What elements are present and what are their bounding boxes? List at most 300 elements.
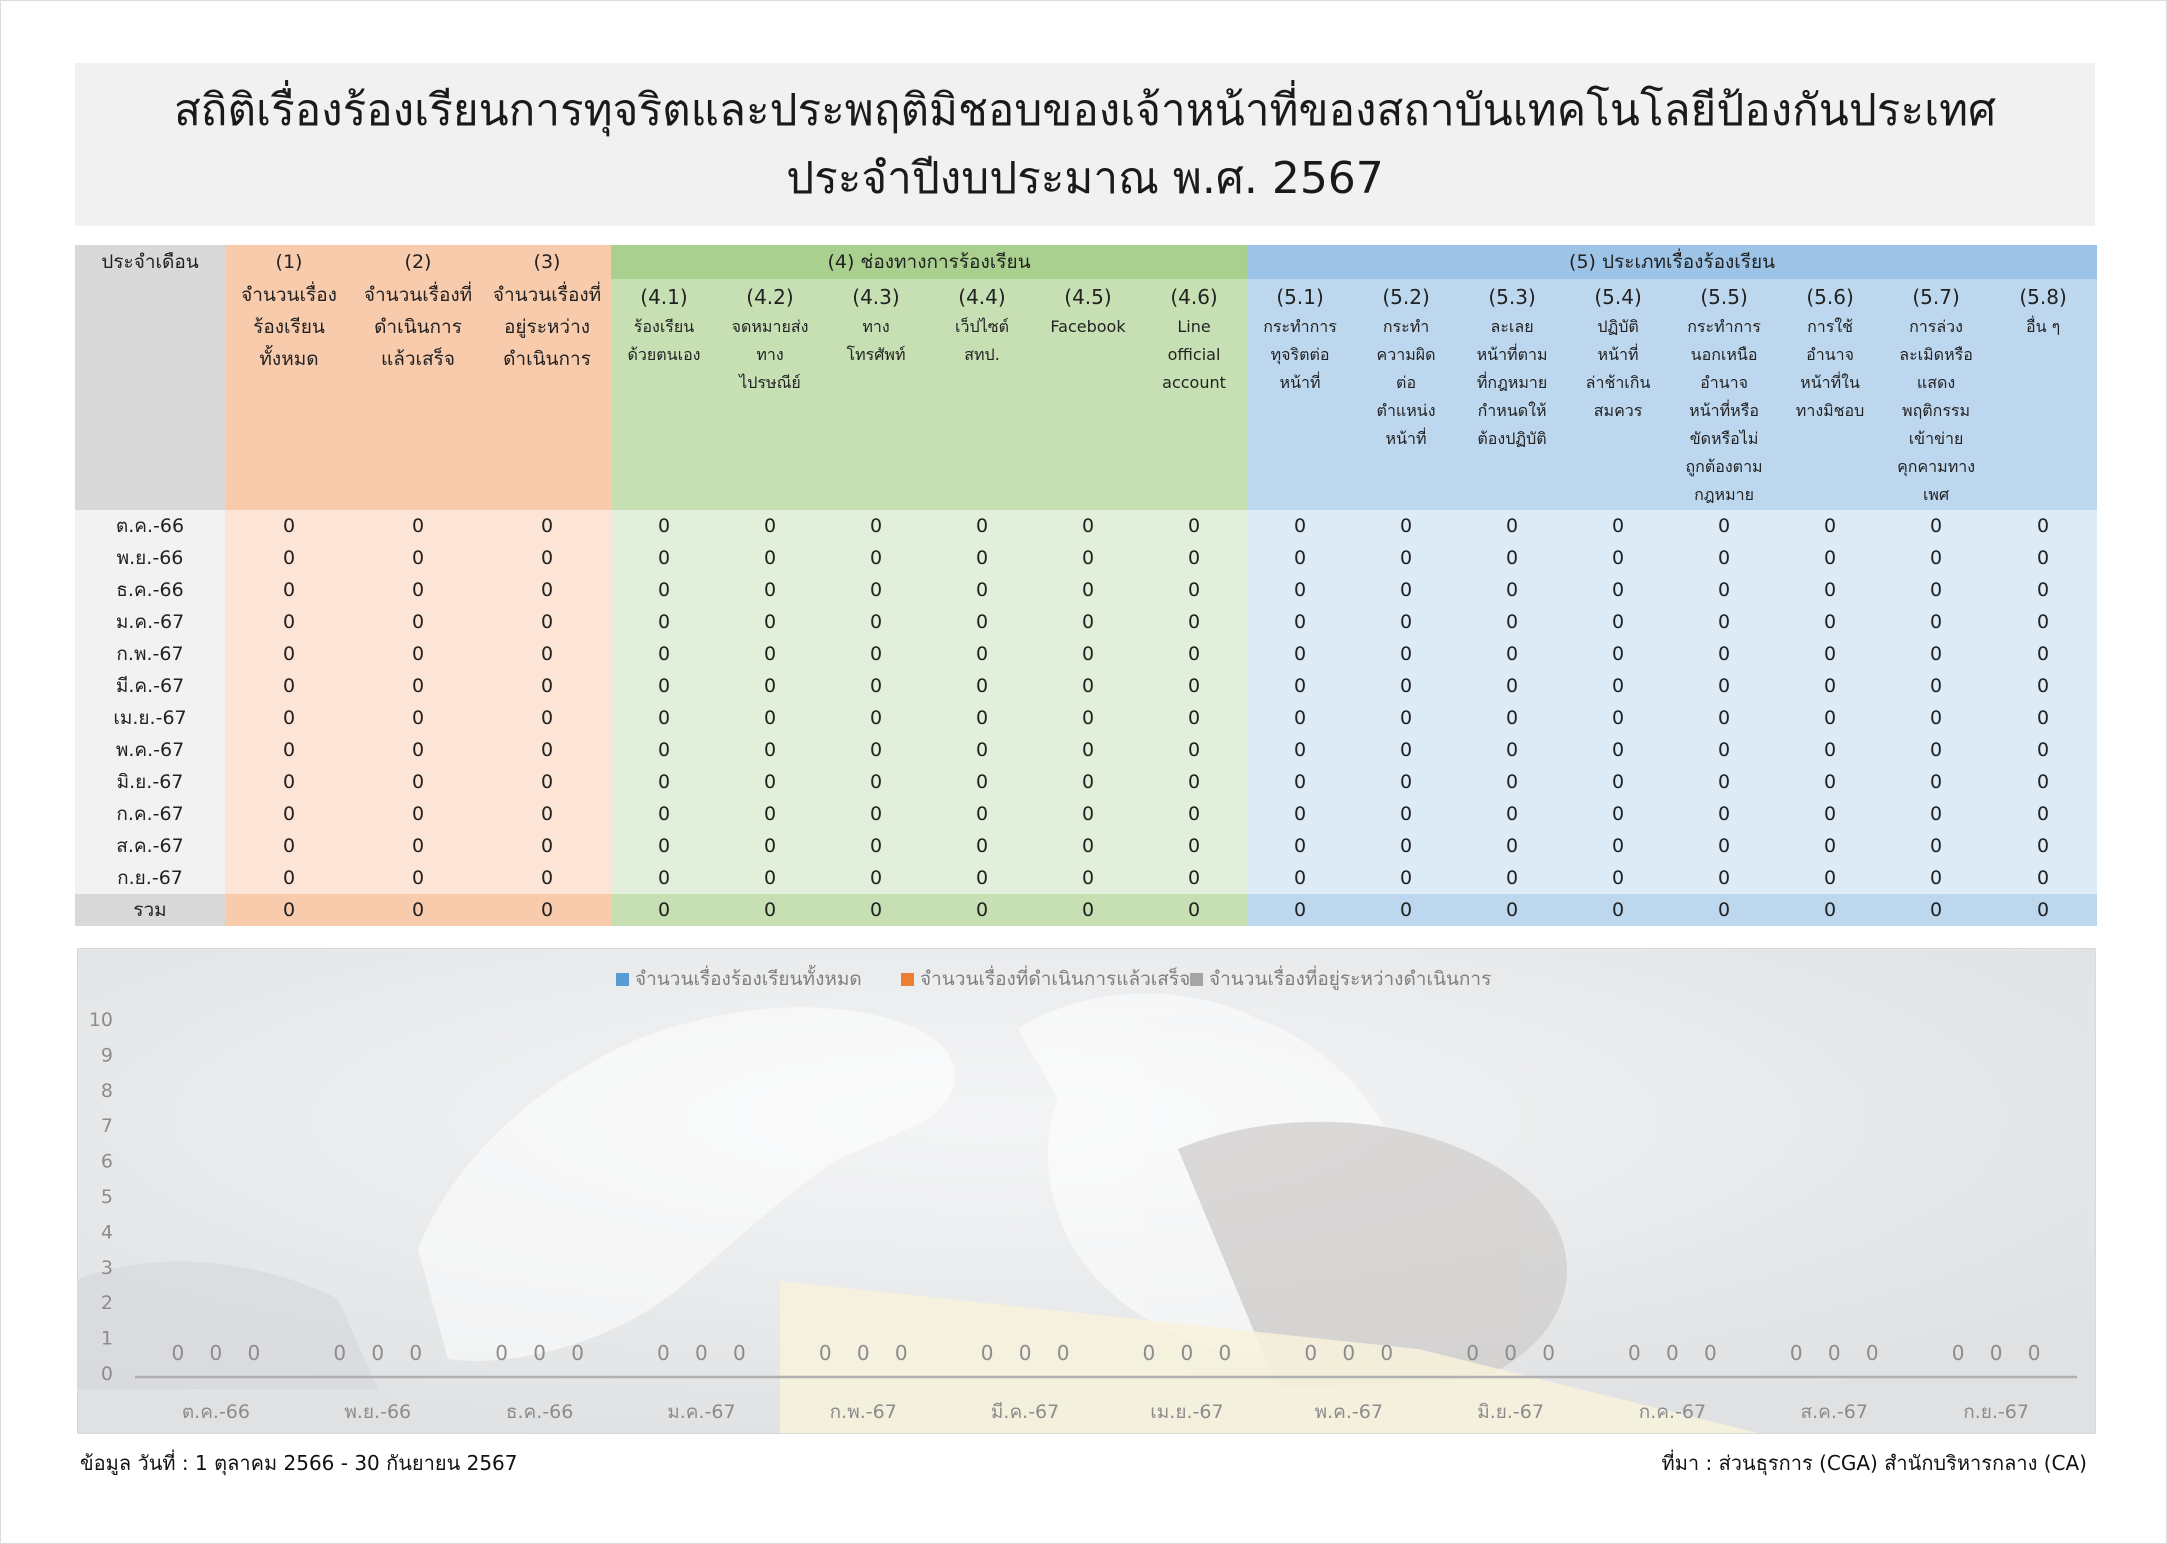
- table-cell: 0: [1883, 606, 1989, 638]
- table-cell: 0: [1777, 542, 1883, 574]
- table-cell: 0: [823, 798, 929, 830]
- header-type-7: [1883, 279, 1989, 510]
- table-cell: 0: [225, 702, 353, 734]
- header-type-num: (5.5): [1700, 285, 1748, 309]
- table-cell: 0: [929, 670, 1035, 702]
- bar-data-label: 0: [171, 1341, 185, 1365]
- table-cell: 0: [1989, 574, 2097, 606]
- total-cell: 0: [929, 894, 1035, 926]
- header-col2: [353, 279, 483, 510]
- table-row: [75, 542, 2097, 574]
- header-type-num: (5.4): [1594, 285, 1642, 309]
- table-cell: 0: [1989, 734, 2097, 766]
- table-cell: 0: [1777, 702, 1883, 734]
- table-cell: 0: [823, 702, 929, 734]
- bar-data-label: 0: [856, 1341, 870, 1365]
- table-cell: 0: [225, 670, 353, 702]
- header-type-num: (5.8): [2019, 285, 2067, 309]
- header-type-1: [1247, 279, 1353, 510]
- table-cell: 0: [823, 510, 929, 542]
- table-cell: 0: [1989, 862, 2097, 894]
- table-cell: 0: [225, 766, 353, 798]
- table-cell: 0: [717, 542, 823, 574]
- row-month: ก.ย.-67: [75, 862, 225, 894]
- table-cell: 0: [1671, 606, 1777, 638]
- x-tick-label: ธ.ค.-66: [505, 1401, 574, 1423]
- table-cell: 0: [823, 574, 929, 606]
- total-cell: 0: [483, 894, 611, 926]
- table-row: [75, 702, 2097, 734]
- header-channel-num: (4.5): [1064, 285, 1112, 309]
- table-cell: 0: [1671, 766, 1777, 798]
- table-cell: 0: [353, 574, 483, 606]
- table-cell: 0: [1141, 798, 1247, 830]
- table-cell: 0: [1989, 638, 2097, 670]
- table-cell: 0: [225, 830, 353, 862]
- table-cell: 0: [1353, 542, 1459, 574]
- table-cell: 0: [1777, 798, 1883, 830]
- table-cell: 0: [1247, 798, 1353, 830]
- bar-data-label: 0: [657, 1341, 670, 1365]
- table-cell: 0: [483, 510, 611, 542]
- header-type-2: [1353, 279, 1459, 510]
- header-channel-num: (4.3): [852, 285, 900, 309]
- header-channel-label: เว็ปไซต์ สทป.: [955, 317, 1009, 364]
- table-cell: 0: [1883, 542, 1989, 574]
- y-tick-label: 8: [100, 1079, 113, 1102]
- table-cell: 0: [929, 766, 1035, 798]
- table-cell: 0: [823, 542, 929, 574]
- bar-data-label: 0: [1989, 1341, 2003, 1365]
- table-cell: 0: [1141, 670, 1247, 702]
- table-cell: 0: [1247, 702, 1353, 734]
- table-cell: 0: [823, 606, 929, 638]
- table-cell: 0: [1777, 510, 1883, 542]
- table-cell: 0: [1247, 670, 1353, 702]
- bar-data-label: 0: [2027, 1341, 2041, 1365]
- table-cell: 0: [1247, 510, 1353, 542]
- footer-date-range: ข้อมูล วันที่ : 1 ตุลาคม 2566 - 30 กันยายน 2567: [80, 1451, 518, 1475]
- table-cell: 0: [611, 510, 717, 542]
- total-cell: 0: [1459, 894, 1565, 926]
- header-col1: [225, 279, 353, 510]
- header-channel-label: จดหมายส่งทางไปรษณีย์: [731, 317, 809, 392]
- table-cell: 0: [1565, 510, 1671, 542]
- total-cell: 0: [1777, 894, 1883, 926]
- table-cell: 0: [929, 510, 1035, 542]
- table-cell: 0: [611, 862, 717, 894]
- table-cell: 0: [1671, 702, 1777, 734]
- table-row: [75, 670, 2097, 702]
- table-cell: 0: [1883, 670, 1989, 702]
- table-cell: 0: [1883, 862, 1989, 894]
- row-month: เม.ย.-67: [75, 702, 225, 734]
- table-cell: 0: [611, 766, 717, 798]
- table-cell: 0: [717, 638, 823, 670]
- y-tick-label: 6: [100, 1150, 113, 1173]
- table-cell: 0: [1141, 510, 1247, 542]
- header-type-label: กระทำการทุจริตต่อหน้าที่: [1263, 317, 1337, 392]
- table-cell: 0: [1247, 638, 1353, 670]
- table-cell: 0: [1035, 606, 1141, 638]
- bar-data-label: 0: [1951, 1341, 1965, 1365]
- header-type-num: (5.1): [1276, 285, 1324, 309]
- table-cell: 0: [1565, 766, 1671, 798]
- total-label: รวม: [75, 894, 225, 926]
- bar-data-label: 0: [1789, 1341, 1803, 1365]
- table-cell: 0: [1883, 830, 1989, 862]
- row-month: ธ.ค.-66: [75, 574, 225, 606]
- table-cell: 0: [1247, 542, 1353, 574]
- table-cell: 0: [929, 702, 1035, 734]
- table-cell: 0: [1035, 766, 1141, 798]
- header-channel-num: (4.4): [958, 285, 1006, 309]
- table-cell: 0: [1353, 510, 1459, 542]
- table-cell: 0: [1353, 606, 1459, 638]
- table-cell: 0: [1459, 510, 1565, 542]
- table-cell: 0: [717, 670, 823, 702]
- bar-data-label: 0: [1666, 1341, 1679, 1365]
- table-cell: 0: [1989, 830, 2097, 862]
- table-cell: 0: [1671, 638, 1777, 670]
- statistics-table: [75, 245, 2097, 926]
- table-cell: 0: [1353, 670, 1459, 702]
- header-type-label: กระทำความผิดต่อตำแหน่งหน้าที่: [1376, 317, 1436, 448]
- x-tick-label: พ.ย.-66: [344, 1401, 412, 1423]
- total-cell: 0: [353, 894, 483, 926]
- table-cell: 0: [483, 542, 611, 574]
- table-cell: 0: [611, 798, 717, 830]
- table-cell: 0: [717, 734, 823, 766]
- table-cell: 0: [1035, 542, 1141, 574]
- table-cell: 0: [1035, 574, 1141, 606]
- header-col3-num: (3): [483, 245, 611, 279]
- table-cell: 0: [1459, 766, 1565, 798]
- table-cell: 0: [1459, 830, 1565, 862]
- table-cell: 0: [717, 766, 823, 798]
- x-tick-label: ส.ค.-67: [1800, 1401, 1868, 1423]
- table-cell: 0: [353, 638, 483, 670]
- header-channel-num: (4.2): [746, 285, 794, 309]
- x-tick-label: เม.ย.-67: [1150, 1401, 1224, 1423]
- row-month: ก.พ.-67: [75, 638, 225, 670]
- footer-source: ที่มา : ส่วนธุรการ (CGA) สำนักบริหารกลาง (CA): [1661, 1451, 2087, 1475]
- table-cell: 0: [483, 798, 611, 830]
- legend-swatch: [1190, 973, 1203, 986]
- table-cell: 0: [1035, 702, 1141, 734]
- table-cell: 0: [929, 734, 1035, 766]
- table-cell: 0: [1565, 798, 1671, 830]
- table-cell: 0: [611, 670, 717, 702]
- bar-data-label: 0: [1342, 1341, 1356, 1365]
- legend-label: จำนวนเรื่องร้องเรียนทั้งหมด: [635, 968, 862, 990]
- table-row: [75, 606, 2097, 638]
- report-title-box: [75, 63, 2095, 226]
- table-cell: 0: [225, 510, 353, 542]
- table-cell: 0: [1565, 830, 1671, 862]
- x-tick-label: ต.ค.-66: [181, 1401, 251, 1423]
- y-tick-label: 3: [100, 1256, 113, 1279]
- table-cell: 0: [353, 510, 483, 542]
- table-cell: 0: [1141, 542, 1247, 574]
- header-type-label: การใช้อำนาจหน้าที่ในทางมิชอบ: [1795, 317, 1865, 420]
- table-cell: 0: [717, 510, 823, 542]
- table-cell: 0: [1883, 798, 1989, 830]
- table-cell: 0: [929, 862, 1035, 894]
- table-cell: 0: [1883, 638, 1989, 670]
- table-cell: 0: [225, 638, 353, 670]
- table-cell: 0: [225, 734, 353, 766]
- table-cell: 0: [929, 606, 1035, 638]
- chart-panel: [77, 948, 2096, 1434]
- table-cell: 0: [1141, 574, 1247, 606]
- header-channel-5: [1035, 279, 1141, 510]
- bar-data-label: 0: [1180, 1341, 1194, 1365]
- table-cell: 0: [1353, 702, 1459, 734]
- bar-data-label: 0: [571, 1341, 584, 1365]
- table-row: [75, 830, 2097, 862]
- table-cell: 0: [353, 734, 483, 766]
- table-cell: 0: [1353, 766, 1459, 798]
- table-cell: 0: [1247, 606, 1353, 638]
- bar-data-label: 0: [1380, 1341, 1394, 1365]
- x-tick-label: ก.ค.-67: [1638, 1401, 1707, 1423]
- total-cell: 0: [1671, 894, 1777, 926]
- y-tick-label: 0: [100, 1363, 113, 1385]
- bar-data-label: 0: [695, 1341, 708, 1365]
- y-tick-label: 2: [100, 1292, 113, 1315]
- table-cell: 0: [1459, 702, 1565, 734]
- total-cell: 0: [823, 894, 929, 926]
- header-channel-4: [929, 279, 1035, 510]
- row-month: มี.ค.-67: [75, 670, 225, 702]
- table-cell: 0: [1141, 606, 1247, 638]
- table-row: [75, 766, 2097, 798]
- header-type-label: ละเลยหน้าที่ตามที่กฎหมายกำหนดให้ต้องปฏิบัติ: [1476, 317, 1548, 448]
- table-cell: 0: [611, 606, 717, 638]
- table-cell: 0: [1883, 702, 1989, 734]
- bar-data-label: 0: [1504, 1341, 1517, 1365]
- table-cell: 0: [1989, 542, 2097, 574]
- total-cell: 0: [717, 894, 823, 926]
- x-tick-label: พ.ค.-67: [1314, 1401, 1383, 1423]
- y-tick-label: 7: [100, 1115, 113, 1138]
- table-cell: 0: [1035, 638, 1141, 670]
- table-cell: 0: [1565, 670, 1671, 702]
- table-cell: 0: [1035, 830, 1141, 862]
- header-channels-group: (4) ช่องทางการร้องเรียน: [611, 245, 1247, 279]
- table-cell: 0: [1141, 638, 1247, 670]
- report-subtitle: ประจำปีงบประมาณ พ.ศ. 2567: [786, 152, 1384, 204]
- bar-data-label: 0: [1218, 1341, 1232, 1365]
- report-title: สถิติเรื่องร้องเรียนการทุจริตและประพฤติมิชอบของเจ้าหน้าที่ของสถาบันเทคโนโลยีป้องกันประเทศ: [173, 84, 1997, 136]
- total-cell: 0: [1141, 894, 1247, 926]
- table-cell: 0: [1353, 862, 1459, 894]
- table-cell: 0: [717, 606, 823, 638]
- bar-data-label: 0: [1865, 1341, 1879, 1365]
- bar-data-label: 0: [1827, 1341, 1841, 1365]
- table-cell: 0: [1565, 702, 1671, 734]
- header-month: ประจำเดือน: [75, 245, 225, 510]
- table-cell: 0: [483, 606, 611, 638]
- table-cell: 0: [1141, 766, 1247, 798]
- header-channel-1: [611, 279, 717, 510]
- table-row: [75, 510, 2097, 542]
- bar-data-label: 0: [1628, 1341, 1641, 1365]
- table-cell: 0: [1883, 510, 1989, 542]
- table-cell: 0: [929, 638, 1035, 670]
- table-cell: 0: [1247, 734, 1353, 766]
- header-col2-num: (2): [353, 245, 483, 279]
- table-cell: 0: [483, 862, 611, 894]
- table-cell: 0: [823, 670, 929, 702]
- header-type-8: [1989, 279, 2097, 510]
- row-month: ม.ค.-67: [75, 606, 225, 638]
- bar-data-label: 0: [1056, 1341, 1070, 1365]
- table-cell: 0: [1247, 862, 1353, 894]
- table-cell: 0: [1353, 638, 1459, 670]
- legend-swatch: [901, 973, 914, 986]
- table-cell: 0: [1565, 638, 1671, 670]
- table-cell: 0: [611, 734, 717, 766]
- table-cell: 0: [1671, 862, 1777, 894]
- total-cell: 0: [225, 894, 353, 926]
- table-row: [75, 862, 2097, 894]
- table-cell: 0: [1777, 862, 1883, 894]
- header-channel-label: Facebook: [1050, 317, 1126, 336]
- bar-data-label: 0: [533, 1341, 546, 1365]
- table-cell: 0: [353, 702, 483, 734]
- table-cell: 0: [1459, 734, 1565, 766]
- header-type-num: (5.3): [1488, 285, 1536, 309]
- header-channel-6: [1141, 279, 1247, 510]
- row-month: ต.ค.-66: [75, 510, 225, 542]
- table-cell: 0: [1777, 606, 1883, 638]
- table-cell: 0: [1247, 574, 1353, 606]
- table-cell: 0: [929, 830, 1035, 862]
- table-cell: 0: [823, 830, 929, 862]
- table-cell: 0: [353, 830, 483, 862]
- table-cell: 0: [611, 702, 717, 734]
- table-cell: 0: [1035, 862, 1141, 894]
- table-cell: 0: [1989, 510, 2097, 542]
- table-cell: 0: [1777, 734, 1883, 766]
- legend-label: จำนวนเรื่องที่ดำเนินการแล้วเสร็จ: [920, 968, 1191, 990]
- table-cell: 0: [1989, 606, 2097, 638]
- table-cell: 0: [717, 862, 823, 894]
- header-col1-num: (1): [225, 245, 353, 279]
- header-channel-label: ร้องเรียนด้วยตนเอง: [627, 317, 701, 364]
- x-tick-label: ก.ย.-67: [1963, 1401, 2029, 1423]
- y-tick-label: 10: [88, 1009, 113, 1031]
- table-body: [75, 510, 2097, 926]
- table-cell: 0: [1247, 766, 1353, 798]
- header-type-num: (5.7): [1912, 285, 1960, 309]
- table-cell: 0: [353, 542, 483, 574]
- table-cell: 0: [1141, 734, 1247, 766]
- table-total-row: [75, 894, 2097, 926]
- bar-data-label: 0: [1704, 1341, 1717, 1365]
- header-type-3: [1459, 279, 1565, 510]
- table-cell: 0: [1141, 702, 1247, 734]
- table-cell: 0: [1777, 574, 1883, 606]
- table-cell: 0: [1353, 734, 1459, 766]
- legend-swatch: [616, 973, 629, 986]
- total-cell: 0: [1989, 894, 2097, 926]
- total-cell: 0: [1353, 894, 1459, 926]
- header-type-5: [1671, 279, 1777, 510]
- bar-data-label: 0: [1466, 1341, 1479, 1365]
- total-cell: 0: [1035, 894, 1141, 926]
- table-cell: 0: [1035, 510, 1141, 542]
- legend-label: จำนวนเรื่องที่อยู่ระหว่างดำเนินการ: [1209, 968, 1492, 990]
- table-cell: 0: [483, 574, 611, 606]
- total-cell: 0: [1247, 894, 1353, 926]
- row-month: พ.ค.-67: [75, 734, 225, 766]
- bar-data-label: 0: [894, 1341, 908, 1365]
- bar-data-label: 0: [1018, 1341, 1032, 1365]
- header-channel-label: ทางโทรศัพท์: [846, 317, 906, 364]
- table-cell: 0: [611, 638, 717, 670]
- header-type-num: (5.2): [1382, 285, 1430, 309]
- header-types-group: (5) ประเภทเรื่องร้องเรียน: [1247, 245, 2097, 279]
- table-cell: 0: [1035, 734, 1141, 766]
- bar-data-label: 0: [371, 1341, 385, 1365]
- bar-data-label: 0: [247, 1341, 261, 1365]
- x-tick-label: มิ.ย.-67: [1477, 1401, 1544, 1423]
- y-tick-label: 4: [100, 1221, 113, 1244]
- header-channel-2: [717, 279, 823, 510]
- x-tick-label: มี.ค.-67: [990, 1401, 1060, 1423]
- table-cell: 0: [1353, 574, 1459, 606]
- table-cell: 0: [1989, 670, 2097, 702]
- header-type-label: ปฏิบัติหน้าที่ล่าช้าเกินสมควร: [1585, 317, 1651, 420]
- row-month: ก.ค.-67: [75, 798, 225, 830]
- table-cell: 0: [1777, 638, 1883, 670]
- header-type-6: [1777, 279, 1883, 510]
- row-month: พ.ย.-66: [75, 542, 225, 574]
- table-header: [75, 245, 2097, 510]
- total-cell: 0: [611, 894, 717, 926]
- table-cell: 0: [717, 798, 823, 830]
- bar-data-label: 0: [495, 1341, 508, 1365]
- row-month: มิ.ย.-67: [75, 766, 225, 798]
- header-subrow: [75, 279, 2097, 510]
- table-cell: 0: [611, 830, 717, 862]
- header-type-label: กระทำการนอกเหนืออำนาจหน้าที่หรือขัดหรือไม่ถูกต้องตามกฎหมาย: [1685, 317, 1763, 504]
- header-channel-num: (4.1): [640, 285, 688, 309]
- table-cell: 0: [353, 798, 483, 830]
- table-cell: 0: [1141, 830, 1247, 862]
- table-cell: 0: [717, 702, 823, 734]
- bar-chart: [78, 949, 2095, 1433]
- table-cell: 0: [483, 702, 611, 734]
- total-cell: 0: [1565, 894, 1671, 926]
- table-cell: 0: [1671, 830, 1777, 862]
- header-channel-label: Line official account: [1162, 317, 1226, 392]
- header-col2-label: จำนวนเรื่องที่ดำเนินการแล้วเสร็จ: [363, 284, 473, 370]
- table-cell: 0: [353, 670, 483, 702]
- table-cell: 0: [1459, 574, 1565, 606]
- table-cell: 0: [611, 542, 717, 574]
- table-cell: 0: [1035, 798, 1141, 830]
- table-cell: 0: [1141, 862, 1247, 894]
- bar-data-label: 0: [818, 1341, 832, 1365]
- header-type-4: [1565, 279, 1671, 510]
- table-row: [75, 574, 2097, 606]
- table-cell: 0: [929, 798, 1035, 830]
- table-cell: 0: [717, 830, 823, 862]
